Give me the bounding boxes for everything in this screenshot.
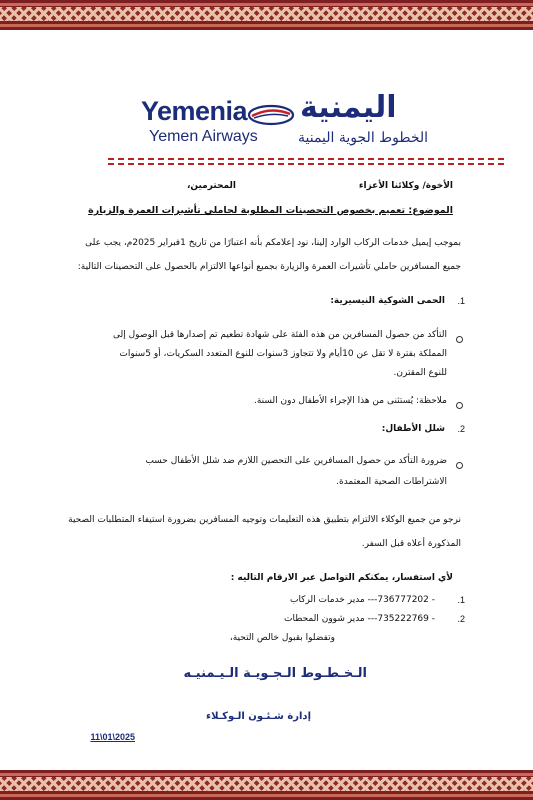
section1-bullet1-line3: للنوع المقترن. xyxy=(393,368,447,378)
bullet-marker xyxy=(456,336,463,343)
section2-bullet1-line1: ضرورة التأكد من حصول المسافرين على التحصين اللازم ضد شلل الأطفال حسب xyxy=(145,456,447,466)
greeting-respected: المحترمين، xyxy=(186,181,236,191)
signature-organization: الـخـطـوط الـجـويـة الـيـمنيـه xyxy=(183,666,367,681)
logo-arabic-subtitle: الخطوط الجوية اليمنية xyxy=(298,130,429,146)
contact1-line: - 736777202--- مدير خدمات الركاب xyxy=(289,595,435,605)
airline-emblem-icon xyxy=(246,104,296,126)
bullet-marker xyxy=(456,402,463,409)
section2-number: .2 xyxy=(457,424,465,434)
bullet-marker xyxy=(456,462,463,469)
section1-bullet1-line2: المملكة بفترة لا تقل عن 10أيام ولا تتجاوز 3سنوات للنوع المتعدد السكريات، أو 5سنوات xyxy=(119,349,447,359)
greeting-addressee: الأخوة/ وكلائنا الأعزاء xyxy=(358,181,453,191)
section1-number: .1 xyxy=(457,296,465,306)
section1-bullet2-note: ملاحظة: يُستثنى من هذا الإجراء الأطفال دون السنة. xyxy=(253,396,447,406)
section2-title: شلل الأطفال: xyxy=(381,424,445,434)
logo-english-subtitle: Yemen Airways xyxy=(149,128,258,145)
closing-line1: نرجو من جميع الوكلاء الالتزام بتطبيق هذه التعليمات وتوجيه المسافرين بضرورة استيفاء المتطلبات الصحية xyxy=(68,515,461,525)
intro-paragraph-line1: بموجب إيميل خدمات الركاب الوارد إلينا، نود إعلامكم بأنه اعتبارًا من تاريخ 1فبراير 2025م، يجب على xyxy=(85,238,461,248)
bottom-decorative-border xyxy=(0,770,533,800)
letter-date: 11\01\2025 xyxy=(90,732,135,742)
contact2-number: .2 xyxy=(457,614,465,624)
top-decorative-border xyxy=(0,0,533,30)
contact-heading: لأي استفسار، يمكنكم التواصل عبر الارقام التاليه : xyxy=(230,573,453,583)
section1-bullet1-line1: التأكد من حصول المسافرين من هذه الفئة على شهادة تطعيم تم إصدارها قبل الوصول إلى xyxy=(113,330,447,340)
intro-paragraph-line2: جميع المسافرين حاملي تأشيرات العمرة والزيارة بجميع أنواعها الالتزام بالحصول على التحصينات التالية: xyxy=(77,262,461,272)
logo-arabic-name: اليمنية xyxy=(300,90,397,125)
header-rule-bottom xyxy=(108,163,504,165)
logo-english-name: Yemenia xyxy=(141,96,248,126)
closing-line2: المذكورة أعلاه قبل السفر. xyxy=(361,539,461,549)
yemenia-logo xyxy=(0,90,533,150)
regards-line: وتفضلوا بقبول خالص التحية، xyxy=(229,633,335,643)
contact1-number: .1 xyxy=(457,595,465,605)
subject-line: الموضوع: تعميم بخصوص التحصينات المطلوبة لحاملي تأشيرات العمرة والزيارة xyxy=(88,205,453,216)
signature-department: إدارة شـئـون الـوكـلاء xyxy=(206,711,311,722)
section1-title: الحمى الشوكية النيسيرية: xyxy=(330,296,445,306)
header-rule-top xyxy=(108,158,504,160)
section2-bullet1-line2: الاشتراطات الصحية المعتمدة. xyxy=(336,477,447,487)
contact2-line: - 735222769--- مدير شوون المحطات xyxy=(284,614,435,624)
